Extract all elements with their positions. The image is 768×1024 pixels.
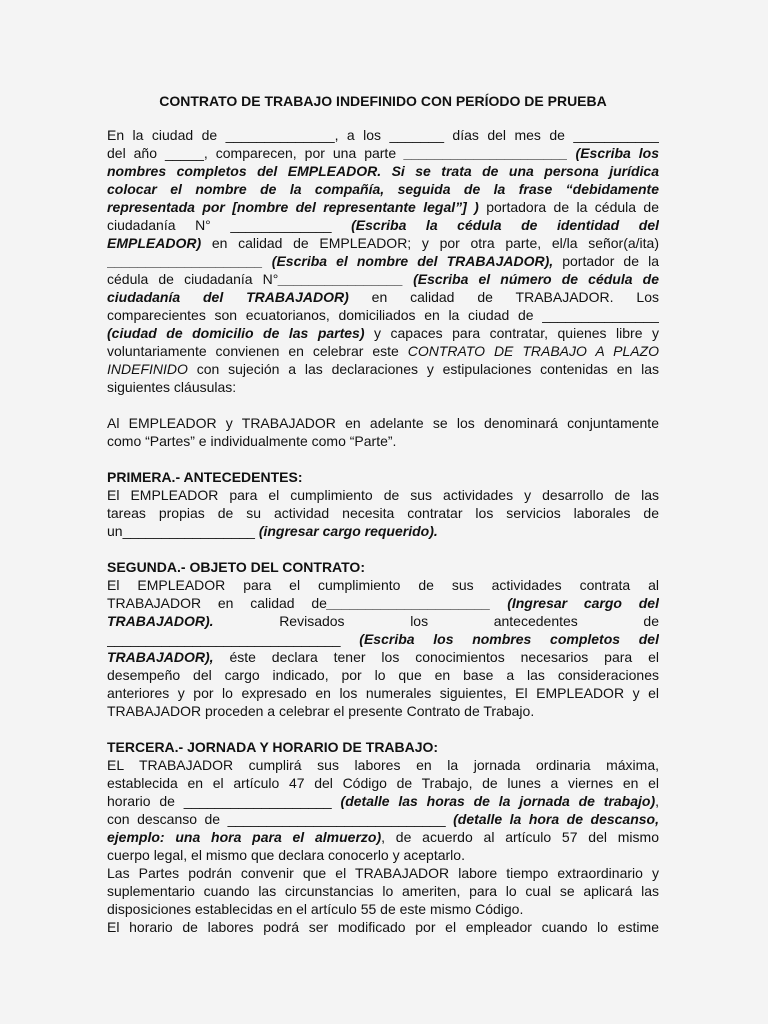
text: suplementario cuando las circunstancias lo ameriten, para lo cual se aplicará las: [107, 883, 659, 899]
text: ciudadanía N° _____________: [107, 217, 352, 233]
instruction-text: (ciudad de domicilio de las partes): [107, 325, 365, 341]
text: con sujeción a las declaraciones y estipulaciones contenidas en las: [187, 361, 659, 377]
text: El EMPLEADOR para el cumplimiento de sus actividades contrata al: [107, 577, 659, 593]
contract-type: CONTRATO DE TRABAJO A PLAZO: [407, 343, 659, 359]
text: y capaces para contratar, quienes libre y: [364, 325, 659, 341]
instruction-text: nombres completos del EMPLEADOR. Si se trata de una persona jurídica: [107, 163, 659, 179]
intro-line: [107, 360, 659, 378]
primera-line: [107, 486, 659, 504]
text: en calidad de TRABAJADOR. Los: [348, 289, 659, 305]
segunda-line: [107, 684, 659, 702]
text: cédula de ciudadanía N°: [107, 271, 279, 287]
intro-line: [107, 216, 659, 234]
text: TRABAJADOR en calidad de: [107, 595, 327, 611]
text: En la ciudad de ______________, a los _______ días del mes de ___________: [107, 127, 659, 143]
primera-line: [107, 504, 659, 522]
instruction-text: representada por [nombre del representante legal”] ): [107, 199, 479, 215]
fill-field: _____________________ (Ingresar cargo del: [326, 595, 659, 611]
paragraph-gap: [107, 720, 659, 738]
tercera-line: [107, 882, 659, 900]
text: un_________________: [107, 523, 259, 539]
intro-line: [107, 144, 659, 162]
text: disposiciones establecidas en el artículo 55 de este mismo Código.: [107, 901, 524, 917]
document-title: CONTRATO DE TRABAJO INDEFINIDO CON PERÍODO DE PRUEBA: [159, 93, 607, 109]
tercera-line: [107, 756, 659, 774]
instruction-text: (detalle las horas de la jornada de trabajo): [340, 793, 656, 809]
segunda-line: [107, 648, 659, 666]
fill-field: ________________ (Escriba el número de cédula de: [278, 271, 659, 287]
text: desempeño del cargo indicado, por lo que en base a las consideraciones: [107, 667, 659, 683]
segunda-line: [107, 702, 659, 720]
text: anteriores y por lo expresado en los numerales siguientes, El EMPLEADOR y el: [107, 685, 659, 701]
text: Al EMPLEADOR y TRABAJADOR en adelante se los denominará conjuntamente: [107, 415, 659, 431]
text: cuerpo legal, el mismo que declara conocerlo y aceptarlo.: [107, 847, 465, 863]
intro-line: [107, 378, 659, 396]
intro-line: [107, 324, 659, 342]
text: establecida en el artículo 47 del Código de Trabajo, de lunes a viernes en el: [107, 775, 659, 791]
text: en calidad de EMPLEADOR; y por otra parte, el/la señor(a/ita): [201, 235, 659, 251]
instruction-text: colocar el nombre de la compañía, seguida de la frase “debidamente: [107, 181, 659, 197]
instruction-text: TRABAJADOR),: [107, 649, 214, 665]
text: tareas propias de su actividad necesita contratar los servicios laborales de: [107, 505, 659, 521]
intro-line: [107, 342, 659, 360]
section-heading-primera: PRIMERA.- ANTECEDENTES:: [107, 469, 303, 485]
primera-line: [107, 522, 659, 540]
instruction-text: (Escriba la cédula de identidad del: [351, 217, 659, 233]
text: del año _____, comparecen, por una parte: [107, 145, 405, 161]
instruction-text: (ingresar cargo requerido).: [258, 523, 438, 539]
intro-line: [107, 288, 659, 306]
instruction-text: (Escriba los nombres completos del: [359, 631, 659, 647]
contract-type: INDEFINIDO: [107, 361, 188, 377]
section-heading-tercera: TERCERA.- JORNADA Y HORARIO DE TRABAJO:: [107, 739, 439, 755]
instruction-text: TRABAJADOR).: [107, 613, 214, 629]
intro-line: [107, 252, 659, 270]
paragraph-gap: [107, 396, 659, 414]
tercera-line: [107, 828, 659, 846]
tercera-line: [107, 792, 659, 810]
document-body: [107, 126, 659, 936]
text: portador de la: [553, 253, 659, 269]
section-heading-segunda: SEGUNDA.- OBJETO DEL CONTRATO:: [107, 559, 365, 575]
intro-line: [107, 126, 659, 144]
text: , de acuerdo al artículo 57 del mismo: [381, 829, 659, 845]
partes-line: [107, 414, 659, 432]
text: éste declara tener los conocimientos necesarios para el: [213, 649, 659, 665]
text: con descanso de ____________________________: [107, 811, 454, 827]
intro-line: [107, 306, 659, 324]
text: horario de ___________________: [107, 793, 341, 809]
tercera-line: [107, 900, 659, 918]
segunda-line: [107, 612, 659, 630]
segunda-line: [107, 630, 659, 648]
text: comparecientes son ecuatorianos, domiciliados en la ciudad de _______________: [107, 307, 659, 323]
text: portadora de la cédula de: [478, 199, 659, 215]
intro-line: [107, 270, 659, 288]
instruction-text: ejemplo: una hora para el almuerzo): [107, 829, 382, 845]
text: EL TRABAJADOR cumplirá sus labores en la jornada ordinaria máxima,: [107, 757, 659, 773]
paragraph-gap: [107, 540, 659, 558]
instruction-text: EMPLEADOR): [107, 235, 202, 251]
tercera-line: [107, 774, 659, 792]
intro-line: [107, 198, 659, 216]
text: El EMPLEADOR para el cumplimiento de sus actividades y desarrollo de las: [107, 487, 659, 503]
text: Revisados los antecedentes de: [213, 613, 659, 629]
fill-field: _____________________ (Escriba los: [404, 145, 659, 161]
intro-line: [107, 180, 659, 198]
instruction-text: ciudadanía del TRABAJADOR): [107, 289, 349, 305]
text: como “Partes” e individualmente como “Parte”.: [107, 433, 397, 449]
segunda-line: [107, 576, 659, 594]
segunda-line: [107, 666, 659, 684]
tercera-line: [107, 810, 659, 828]
tercera-line: [107, 846, 659, 864]
text: siguientes cláusulas:: [107, 379, 237, 395]
text: TRABAJADOR proceden a celebrar el presente Contrato de Trabajo.: [107, 703, 535, 719]
fill-field: ____________________ (Escriba el nombre del TRABAJADOR),: [107, 253, 554, 269]
text: voluntariamente convienen en celebrar este: [107, 343, 408, 359]
tercera-line: [107, 864, 659, 882]
partes-line: [107, 432, 659, 450]
paragraph-gap: [107, 450, 659, 468]
instruction-text: (detalle la hora de descanso,: [453, 811, 659, 827]
intro-line: [107, 234, 659, 252]
text: Las Partes podrán convenir que el TRABAJADOR labore tiempo extraordinario y: [107, 865, 659, 881]
text: ,: [655, 793, 659, 809]
text: ______________________________: [107, 631, 360, 647]
intro-line: [107, 162, 659, 180]
segunda-line: [107, 594, 659, 612]
text: El horario de labores podrá ser modificado por el empleador cuando lo estime: [107, 919, 659, 935]
tercera-line: [107, 918, 659, 936]
